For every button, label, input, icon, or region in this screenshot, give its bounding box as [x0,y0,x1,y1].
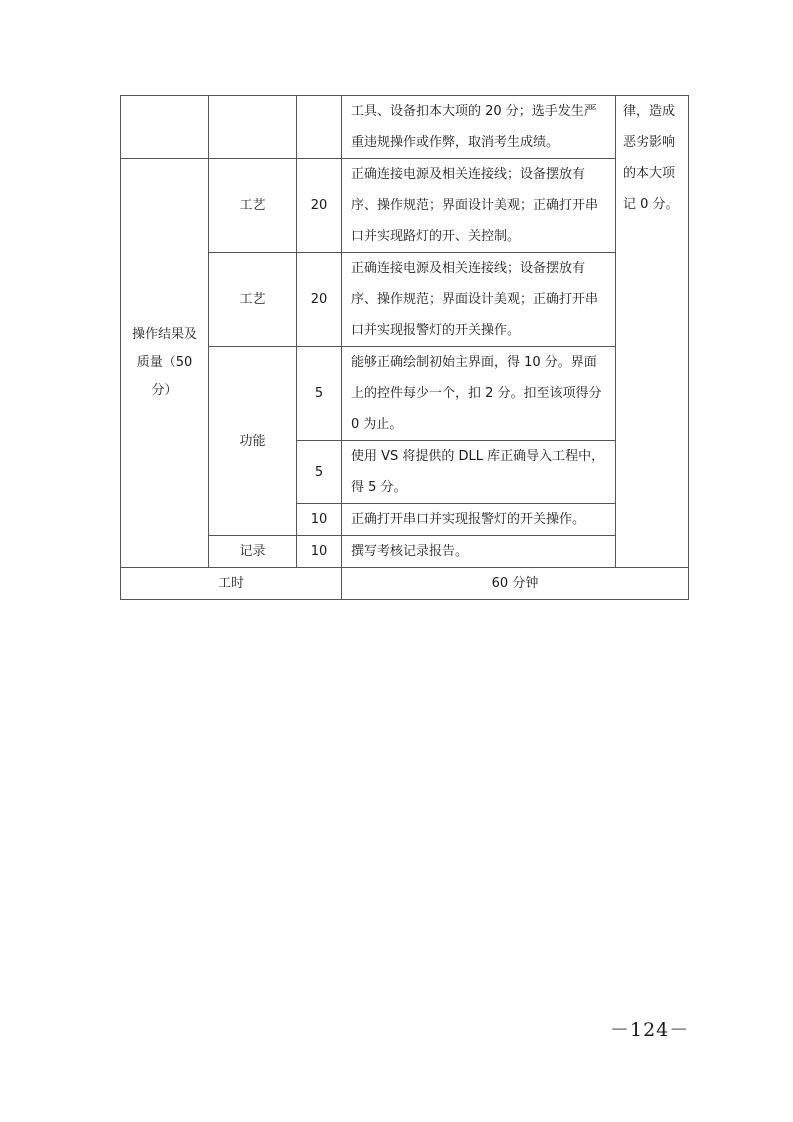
table-row [121,96,689,159]
criteria-cell: 使用 VS 将提供的 DLL 库正确导入工程中，得 5 分。 [342,441,616,504]
score-cell: 20 [297,159,342,253]
criteria-cell: 撰写考核记录报告。 [342,536,616,568]
footer-value-cell: 60 分钟 [342,568,689,600]
score-cell: 10 [297,536,342,568]
category-cell: 操作结果及质量（50 分） [121,159,209,568]
score-cell: 5 [297,347,342,441]
score-cell: 10 [297,504,342,536]
score-cell: 5 [297,441,342,504]
empty-cell [209,96,297,159]
table-row [121,568,689,600]
footer-label-cell: 工时 [121,568,342,600]
subcategory-cell: 功能 [209,347,297,536]
criteria-cell: 正确连接电源及相关连接线；设备摆放有序、操作规范；界面设计美观；正确打开串口并实现报警灯的开关操作。 [342,253,616,347]
criteria-cell: 工具、设备扣本大项的 20 分；选手发生严重违规操作或作弊，取消考生成绩。 [342,96,616,159]
table-row [121,159,689,253]
subcategory-cell: 记录 [209,536,297,568]
page-number: －124－ [610,1019,690,1041]
scoring-table [120,95,689,600]
empty-cell [121,96,209,159]
score-cell: 20 [297,253,342,347]
empty-cell [297,96,342,159]
criteria-cell: 正确打开串口并实现报警灯的开关操作。 [342,504,616,536]
subcategory-cell: 工艺 [209,159,297,253]
criteria-cell: 能够正确绘制初始主界面，得 10 分。界面上的控件每少一个，扣 2 分。扣至该项得分 0 为止。 [342,347,616,441]
remark-cell: 律，造成恶劣影响的本大项记 0 分。 [616,96,689,568]
criteria-cell: 正确连接电源及相关连接线；设备摆放有序、操作规范；界面设计美观；正确打开串口并实现路灯的开、关控制。 [342,159,616,253]
subcategory-cell: 工艺 [209,253,297,347]
